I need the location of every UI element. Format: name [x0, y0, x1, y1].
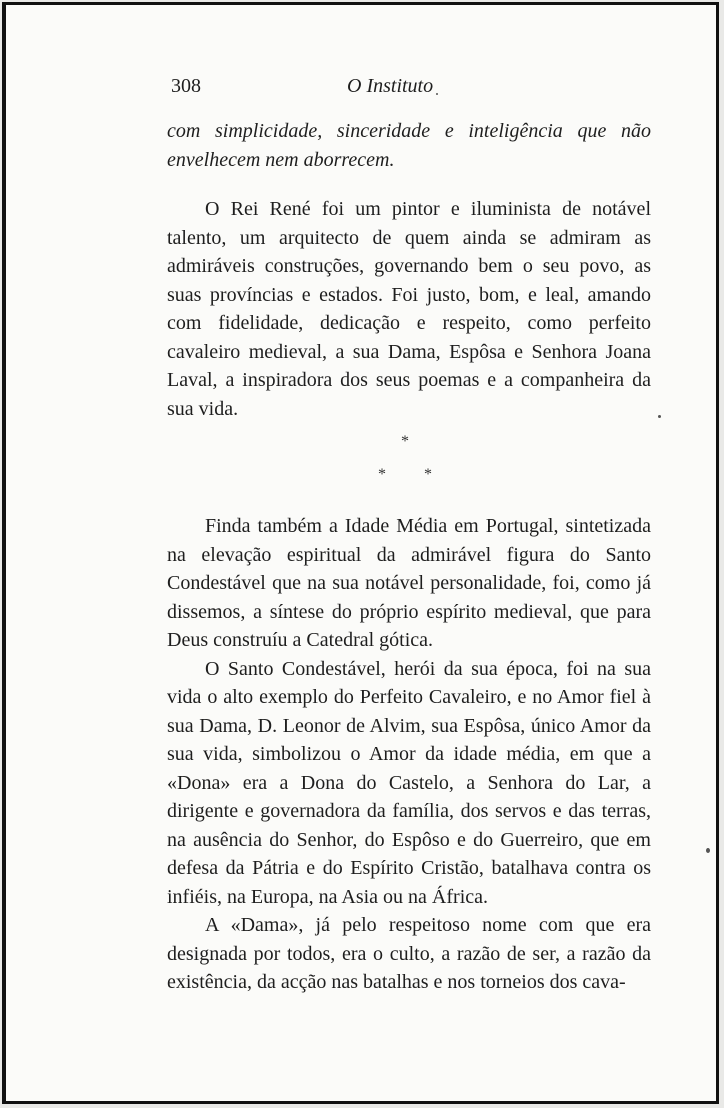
scan-speck [706, 848, 710, 853]
scan-speck [436, 93, 438, 95]
scan-speck [658, 415, 661, 418]
asterisk: * [378, 466, 386, 483]
paragraph: A «Dama», já pelo respeitoso nome com que era designada por todos, era o culto, a razão de ser, a razão da existência, da acção nas batalhas e nos torneios dos cava- [167, 914, 651, 993]
book-page [2, 2, 719, 1104]
section-ornament-top [167, 433, 643, 451]
continuation-text: com simplicidade, sinceridade e inteligência que não envelhecem nem aborrecem. [167, 120, 651, 171]
paragraph: O Santo Condestável, herói da sua época, foi na sua vida o alto exemplo do Perfeito Cavaleiro, e no Amor fiel à sua Dama, D. Leonor de Alvim, sua Espôsa, único Amor da sua vida, simbolizou o Amor da idade média, em que a «Dona» era a Dona do Castelo, a Senhora do Lar, a dirigente e governadora da família, dos servos e das terras, na ausência do Senhor, do Espôso e do Guerreiro, que em defesa da Pátria e do Espírito Cristão, batalhava contra os infiéis, na Europa, na Asia ou na África. [167, 657, 651, 908]
asterisk: * [424, 466, 432, 483]
page-header [167, 69, 643, 99]
section-rei-rene [167, 195, 651, 423]
asterisk: * [401, 433, 409, 450]
paragraph: O Rei René foi um pintor e iluminista de notável talento, um arquitecto de quem ainda se admiram as admiráveis construções, governando bem o seu povo, as suas províncias e estados. Foi justo, bom, e leal, amando com fidelidade, dedicação e respeito, como perfeito cavaleiro medieval, a sua Dama, Espôsa e Senhora Joana Laval, a inspiradora dos seus poemas e a companheira da sua vida. [167, 198, 651, 420]
section-santo-condestavel [167, 512, 651, 997]
section-ornament-bottom [167, 466, 643, 484]
page-number: 308 [171, 75, 201, 97]
running-title: O Instituto [347, 75, 434, 97]
paragraph: Finda também a Idade Média em Portugal, sintetizada na elevação espiritual da admirável figura do Santo Condestável que na sua notável personalidade, foi, como já dissemos, a síntese do próprio espírito medieval, que para Deus construíu a Catedral gótica. [167, 515, 651, 651]
